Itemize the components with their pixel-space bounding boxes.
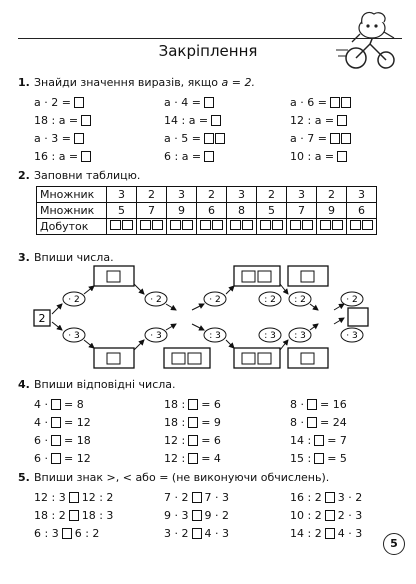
task4-expr: 15 : = 5 (290, 451, 347, 465)
task1-expr: а · 5 = (164, 131, 225, 145)
table-cell: 2 (257, 187, 287, 203)
task4-expr: 8 · = 16 (290, 397, 347, 411)
row-label: Добуток (37, 219, 107, 235)
task4-instruction: Впиши відповідні числа. (34, 378, 176, 391)
start-number: 2 (38, 312, 46, 325)
svg-text:: 3: : 3 (294, 331, 306, 341)
table-cell: 7 (137, 203, 167, 219)
product-cell[interactable] (197, 219, 227, 235)
sign-box[interactable] (192, 528, 202, 539)
answer-box[interactable] (81, 151, 91, 162)
svg-text:· 3: · 3 (68, 331, 80, 341)
task4-expr: 18 : = 9 (164, 415, 221, 429)
table-cell: 6 (347, 203, 377, 219)
product-cell[interactable] (257, 219, 287, 235)
task1-text: Знайди значення виразів, якщо (34, 76, 219, 89)
answer-box[interactable] (314, 453, 324, 464)
task1-expr: а · 3 = (34, 131, 84, 145)
task5-compare: 7 · 2 7 · 3 (164, 490, 229, 504)
end-box[interactable] (348, 308, 368, 326)
table-row (37, 187, 377, 203)
answer-box[interactable] (330, 133, 340, 144)
table-cell: 8 (227, 203, 257, 219)
task1-expr: а · 6 = (290, 95, 351, 109)
answer-box[interactable] (211, 115, 221, 126)
svg-text:: 2: : 2 (264, 295, 276, 305)
task5-compare: 3 · 2 4 · 3 (164, 526, 229, 540)
answer-box[interactable] (215, 133, 225, 144)
task1-condition: а = 2. (221, 76, 255, 89)
product-cell[interactable] (287, 219, 317, 235)
answer-box[interactable] (341, 97, 351, 108)
answer-box[interactable] (341, 133, 351, 144)
task5-number: 5. (18, 471, 30, 484)
task5-compare: 18 : 2 18 : 3 (34, 508, 114, 522)
task1-expr: 12 : а = (290, 113, 347, 127)
task1-expr: 18 : а = (34, 113, 91, 127)
svg-text:· 3: · 3 (150, 331, 162, 341)
answer-box[interactable] (51, 399, 61, 410)
row-label: Множник (37, 203, 107, 219)
task5-compare: 16 : 2 3 · 2 (290, 490, 363, 504)
svg-text:: 2: : 2 (294, 295, 306, 305)
sign-box[interactable] (192, 510, 202, 521)
sign-box[interactable] (325, 528, 335, 539)
task1-expr: а · 4 = (164, 95, 214, 109)
answer-box[interactable] (204, 97, 214, 108)
table-cell: 3 (347, 187, 377, 203)
answer-box[interactable] (51, 453, 61, 464)
answer-box[interactable] (51, 417, 61, 428)
task4-expr: 18 : = 6 (164, 397, 221, 411)
table-cell: 6 (197, 203, 227, 219)
answer-box[interactable] (51, 435, 61, 446)
answer-box[interactable] (330, 97, 340, 108)
table-cell: 9 (317, 203, 347, 219)
table-cell: 3 (167, 187, 197, 203)
task5-compare: 14 : 2 4 · 3 (290, 526, 363, 540)
answer-box[interactable] (74, 97, 84, 108)
task4-expr: 4 · = 8 (34, 397, 84, 411)
task1-instruction (34, 76, 255, 89)
answer-box[interactable] (74, 133, 84, 144)
product-cell[interactable] (347, 219, 377, 235)
table-cell: 2 (137, 187, 167, 203)
svg-text:· 2: · 2 (346, 295, 358, 305)
table-cell: 9 (167, 203, 197, 219)
task5-compare: 9 · 3 9 · 2 (164, 508, 229, 522)
top-box-2[interactable] (234, 266, 280, 286)
task5-compare: 12 : 3 12 : 2 (34, 490, 114, 504)
table-cell: 2 (197, 187, 227, 203)
svg-text:· 2: · 2 (209, 295, 221, 305)
task3-number: 3. (18, 251, 30, 264)
table-cell: 7 (287, 203, 317, 219)
row-label: Множник (37, 187, 107, 203)
answer-box[interactable] (307, 399, 317, 410)
multiplication-table (36, 186, 377, 235)
answer-box[interactable] (81, 115, 91, 126)
table-cell: 2 (317, 187, 347, 203)
task4-expr: 12 : = 6 (164, 433, 221, 447)
table-cell: 5 (107, 203, 137, 219)
answer-box[interactable] (188, 435, 198, 446)
task4-expr: 8 · = 24 (290, 415, 347, 429)
page-number: 5 (383, 533, 405, 555)
product-cell[interactable] (317, 219, 347, 235)
svg-text:· 2: · 2 (150, 295, 162, 305)
answer-box[interactable] (204, 133, 214, 144)
answer-box[interactable] (337, 151, 347, 162)
task1-number: 1. (18, 76, 30, 89)
product-cell[interactable] (227, 219, 257, 235)
svg-text:· 2: · 2 (68, 295, 80, 305)
answer-box[interactable] (204, 151, 214, 162)
answer-box[interactable] (188, 417, 198, 428)
sign-box[interactable] (62, 528, 72, 539)
svg-text:: 3: : 3 (264, 331, 276, 341)
answer-box[interactable] (307, 417, 317, 428)
table-row (37, 203, 377, 219)
table-cell: 5 (257, 203, 287, 219)
sign-box[interactable] (69, 492, 79, 503)
product-cell[interactable] (107, 219, 137, 235)
header-rule (18, 38, 402, 39)
product-cell[interactable] (137, 219, 167, 235)
number-chain-diagram (30, 262, 386, 374)
sign-box[interactable] (325, 510, 335, 521)
task5-compare: 6 : 3 6 : 2 (34, 526, 100, 540)
answer-box[interactable] (314, 435, 324, 446)
task1-expr: 14 : а = (164, 113, 221, 127)
answer-box[interactable] (188, 399, 198, 410)
task4-expr: 6 · = 18 (34, 433, 91, 447)
rider-illustration (334, 4, 406, 74)
table-cell: 3 (227, 187, 257, 203)
bottom-box-3[interactable] (234, 348, 280, 368)
table-cell: 3 (107, 187, 137, 203)
page-title: Закріплення (158, 42, 258, 60)
task2-number: 2. (18, 169, 30, 182)
sign-box[interactable] (69, 510, 79, 521)
svg-text:· 3: · 3 (346, 331, 358, 341)
svg-text:: 3: : 3 (209, 331, 221, 341)
task4-expr: 6 · = 12 (34, 451, 91, 465)
task4-expr: 14 : = 7 (290, 433, 347, 447)
answer-box[interactable] (188, 453, 198, 464)
task3-instruction: Впиши числа. (34, 251, 114, 264)
bottom-box-2[interactable] (164, 348, 210, 368)
task1-expr: 16 : а = (34, 149, 91, 163)
product-cell[interactable] (167, 219, 197, 235)
task4-expr: 12 : = 4 (164, 451, 221, 465)
table-cell: 3 (287, 187, 317, 203)
answer-box[interactable] (337, 115, 347, 126)
table-row (37, 219, 377, 235)
task1-expr: 6 : а = (164, 149, 214, 163)
task4-expr: 4 · = 12 (34, 415, 91, 429)
task5-instruction: Впиши знак >, < або = (не виконуючи обчислень). (34, 471, 330, 484)
task1-expr: а · 2 = (34, 95, 84, 109)
task4-number: 4. (18, 378, 30, 391)
task1-expr: а · 7 = (290, 131, 351, 145)
task2-instruction: Заповни таблицю. (34, 169, 141, 182)
task5-compare: 10 : 2 2 · 3 (290, 508, 363, 522)
sign-box[interactable] (325, 492, 335, 503)
sign-box[interactable] (192, 492, 202, 503)
task1-expr: 10 : а = (290, 149, 347, 163)
